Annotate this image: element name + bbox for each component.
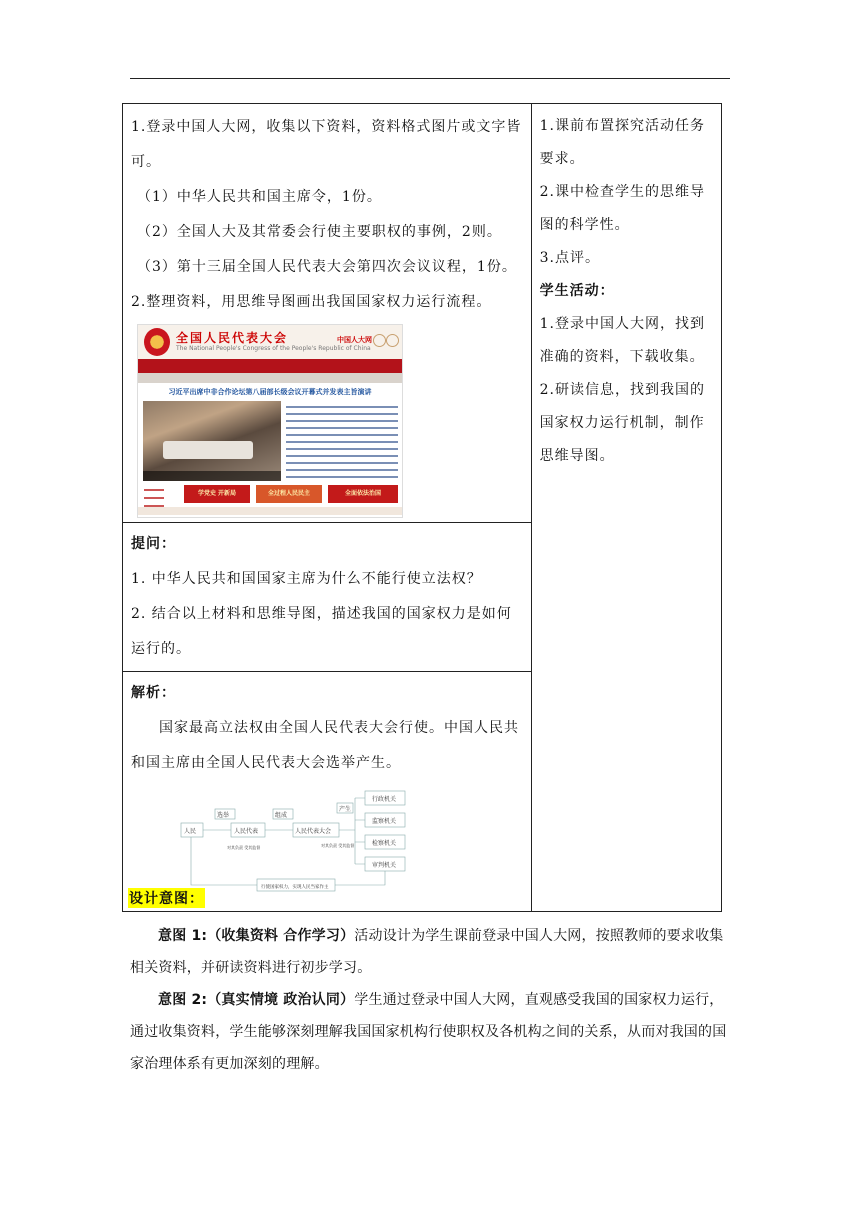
node-renda: 人民代表大会 xyxy=(295,828,332,835)
banner-1: 学党史 开新局 xyxy=(184,485,250,503)
intent-1-text: 活动设计为学生课前登录中国人大网，按照教师的要求收集相关资料，并研读资料进行初步学习。 xyxy=(130,928,724,976)
teacher-step-1: 1.课前布置探究活动任务要求。 xyxy=(539,118,705,167)
site-headline: 习近平出席中非合作论坛第八届部长级会议开幕式并发表主旨演讲 xyxy=(168,388,372,396)
bottom-label: 行使国家权力，实现人民当家作主 xyxy=(261,885,329,890)
label-xuanju: 选举 xyxy=(217,812,230,819)
national-emblem-icon xyxy=(144,328,170,356)
task-cell xyxy=(123,104,532,523)
student-activity-heading: 学生活动： xyxy=(539,283,615,299)
site-title: 全国人民代表大会 xyxy=(176,331,289,345)
intent-1 xyxy=(130,920,732,984)
student-step-2: 2.研读信息，找到我国的国家权力运行机制，制作思维导图。 xyxy=(539,382,705,464)
header-rule xyxy=(130,78,730,79)
guidance-cell xyxy=(531,104,721,912)
site-logo: 中国人大网 xyxy=(337,336,372,344)
question-cell xyxy=(123,523,532,672)
intent-2-text: 学生通过登录中国人大网，直观感受我国的国家权力运行，通过收集资料，学生能够深刻理解我国国家机构行使职权及各机构之间的关系，从而对我国的国家治理体系有更加深刻的理解。 xyxy=(130,992,727,1072)
banner-3: 全面依法治国 xyxy=(328,485,398,503)
teacher-step-2: 2.课中检查学生的思维导图的科学性。 xyxy=(539,184,705,233)
circle-icon xyxy=(386,334,399,347)
intent-2 xyxy=(130,984,732,1080)
news-list xyxy=(286,401,398,483)
site-banners xyxy=(184,485,398,503)
task-2: 2.整理资料，用思维导图画出我国国家权力运行流程。 xyxy=(131,294,492,310)
organ-supervisory: 监察机关 xyxy=(372,818,397,825)
task-intro: 1.登录中国人大网，收集以下资料，资料格式图片或文字皆可。 xyxy=(131,119,522,170)
question-1: 1. 中华人民共和国国家主席为什么不能行使立法权？ xyxy=(131,571,482,587)
analysis-text: 国家最高立法权由全国人民代表大会行使。中国人民共和国主席由全国人民代表大会选举产生。 xyxy=(131,720,519,771)
analysis-heading: 解析： xyxy=(131,685,176,701)
organ-procuratorate: 检察机关 xyxy=(372,840,397,847)
task-item-3: （3）第十三届全国人民代表大会第四次会议议程，1份。 xyxy=(137,259,517,275)
intent-1-title: 意图 1:（收集资料 合作学习） xyxy=(158,928,355,944)
news-photo xyxy=(143,401,281,481)
circle-icon xyxy=(373,334,386,347)
design-intent-label: 设计意图： xyxy=(128,888,205,908)
node-renmin-daibiao: 人民代表 xyxy=(234,828,259,835)
note-right: 对其负责 受其监督 xyxy=(321,843,355,848)
site-subtitle: The National People's Congress of the People's Republic of China xyxy=(176,345,371,352)
banner-2: 全过程人民民主 xyxy=(256,485,322,503)
label-chansheng: 产生 xyxy=(339,806,352,813)
question-heading: 提问： xyxy=(131,536,176,552)
node-renmin: 人民 xyxy=(184,828,197,835)
question-2: 2. 结合以上材料和思维导图，描述我国的国家权力是如何运行的。 xyxy=(131,606,512,657)
organ-executive: 行政机关 xyxy=(372,796,397,803)
intent-2-title: 意图 2:（真实情境 政治认同） xyxy=(158,992,355,1008)
power-flow-diagram xyxy=(179,789,427,899)
student-step-1: 1.登录中国人大网，找到准确的资料，下载收集。 xyxy=(539,316,705,365)
teacher-step-3: 3.点评。 xyxy=(539,250,600,266)
npc-website-screenshot xyxy=(137,324,403,518)
site-nav-bar xyxy=(138,359,402,373)
task-item-2: （2）全国人大及其常委会行使主要职权的事例，2则。 xyxy=(137,224,502,240)
site-subnav-bar xyxy=(138,373,402,383)
label-zucheng: 组成 xyxy=(275,812,288,819)
note-left: 对其负责 受其监督 xyxy=(227,845,261,850)
task-item-1: （1）中华人民共和国主席令，1份。 xyxy=(137,189,382,205)
analysis-cell xyxy=(123,672,532,912)
organ-court: 审判机关 xyxy=(372,862,397,869)
activity-table xyxy=(122,103,722,912)
